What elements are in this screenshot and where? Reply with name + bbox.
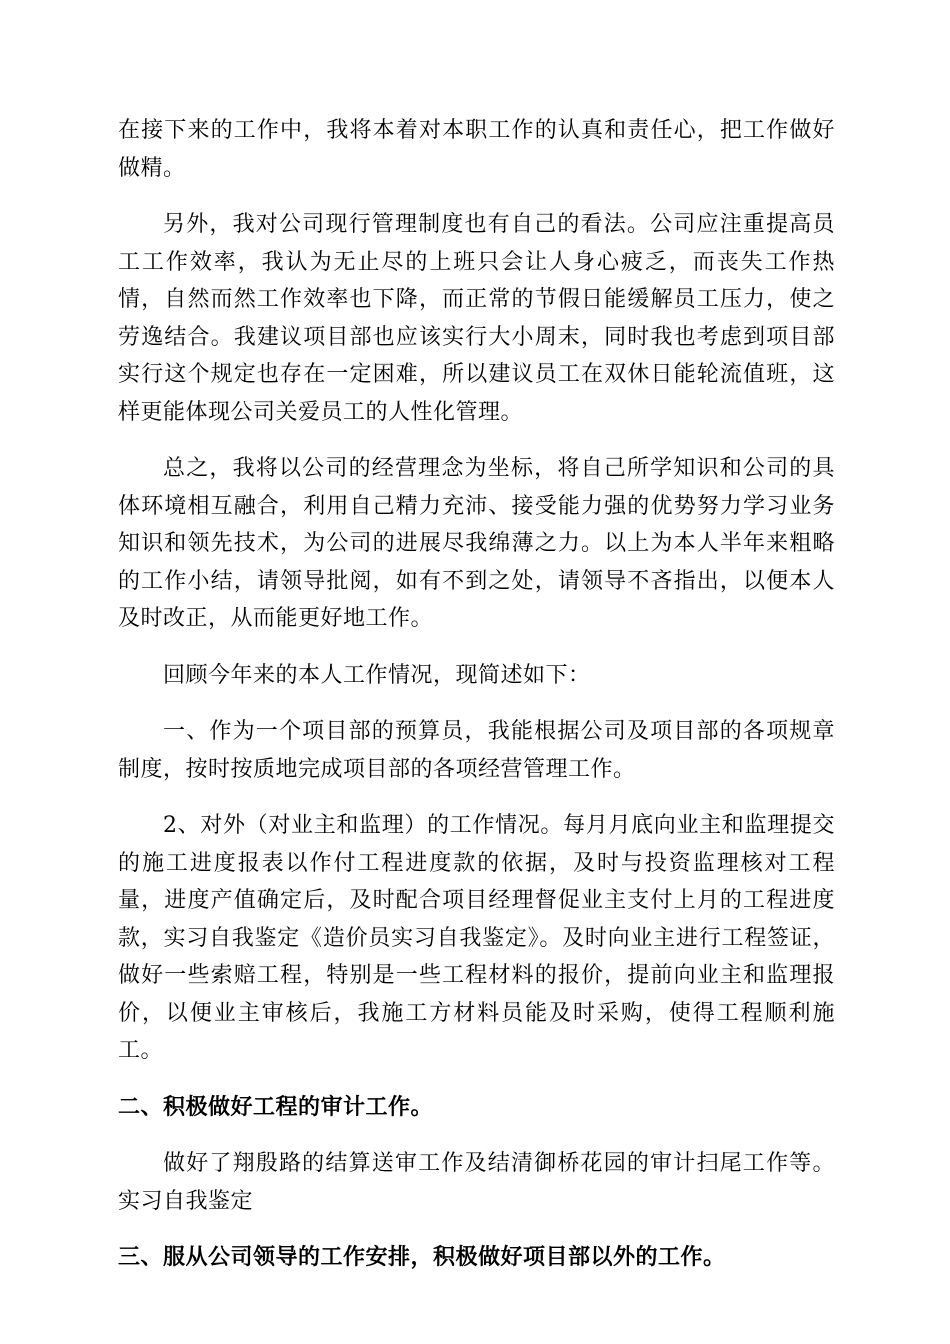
paragraph-summary: 总之，我将以公司的经营理念为坐标，将自己所学知识和公司的具体环境相互融合，利用自己精力充沛、接受能力强的优势努力学习业务知识和领先技术，为公司的进展尽我绵薄之力。以上为本人半年来粗略的工作小结，请领导批阅，如有不到之处，请领导不吝指出，以便本人及时改正，从而能更好地工作。 <box>118 456 835 631</box>
paragraph-audit-details: 做好了翔殷路的结算送审工作及结清御桥花园的审计扫尾工作等。实习自我鉴定 <box>118 1151 835 1214</box>
paragraph-management-opinion: 另外，我对公司现行管理制度也有自己的看法。公司应注重提高员工工作效率，我认为无止尽的上班只会让人身心疲乏，而丧失工作热情，自然而然工作效率也下降，而正常的节假日能缓解员工压力，使之劳逸结合。我建议项目部也应该实行大小周末，同时我也考虑到项目部实行这个规定也存在一定困难，所以建议员工在双休日能轮流值班，这样更能体现公司关爱员工的人性化管理。 <box>118 212 835 425</box>
paragraph-work-commitment: 在接下来的工作中，我将本着对本职工作的认真和责任心，把工作做好做精。 <box>118 118 835 181</box>
paragraph-item-one: 一、作为一个项目部的预算员，我能根据公司及项目部的各项规章制度，按时按质地完成项目部的各项经营管理工作。 <box>118 719 835 782</box>
section-heading-other-work: 三、服从公司领导的工作安排，积极做好项目部以外的工作。 <box>118 1245 726 1270</box>
paragraph-review-intro: 回顾今年来的本人工作情况，现简述如下： <box>163 662 591 688</box>
paragraph-item-two: 2、对外（对业主和监理）的工作情况。每月月底向业主和监理提交的施工进度报表以作付工程进度款的依据，及时与投资监理核对工程量，进度产值确定后，及时配合项目经理督促业主支付上月的工程进度款，实习自我鉴定《造价员实习自我鉴定》。及时向业主进行工程签证，做好一些索赔工程，特别是一些工程材料的报价，提前向业主和监理报价，以便业主审核后，我施工方材料员能及时采购，使得工程顺利施工。 <box>118 813 835 1063</box>
section-heading-audit: 二、积极做好工程的审计工作。 <box>118 1094 434 1120</box>
